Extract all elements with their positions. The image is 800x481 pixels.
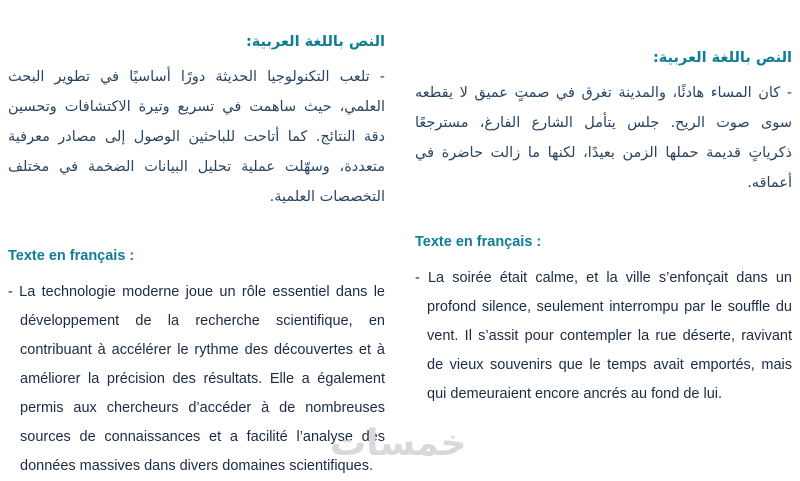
french-paragraph-right: - La soirée était calme, et la ville s’enfonçait dans un profond silence, seulement interrompu par le souffle du vent. Il s’assit pour contempler la rue déserte, ravivant de vieux souvenirs que le temps avait emportés, mais qui demeuraient encore ancrés au fond de lui. — [415, 270, 792, 402]
french-section-heading-right: Texte en français : — [415, 234, 542, 250]
khamsat-watermark: خمسات — [330, 423, 467, 464]
arabic-paragraph-right: - كان المساء هادئًا، والمدينة تغرق في صمتٍ عميق لا يقطعه سوى صوت الريح. جلس يتأمل الشارع الفارغ، مسترجعًا ذكرياتٍ قديمة حملها الزمن بعيدًا، لكنها ما زالت حاضرة في أعماقه. — [415, 85, 792, 191]
column-evening — [415, 34, 792, 481]
arabic-paragraph-left: - تلعب التكنولوجيا الحديثة دورًا أساسيًا في تطوير البحث العلمي، حيث ساهمت في تسريع وتيرة الاكتشافات وتحسين دقة النتائج. كما أتاحت للباحثين الوصول إلى مصادر معرفية متعددة، وسهّلت عملية تحليل البيانات الضخمة في مختلف التخصصات العلمية. — [8, 69, 385, 205]
arabic-section-heading-right: النص باللغة العربية: — [652, 50, 792, 66]
french-paragraph-left: - La technologie moderne joue un rôle essentiel dans le développement de la recherche scientifique, en contribuant à accélérer le rythme des découvertes et à améliorer la précision des résultats. Elle a également permis aux chercheurs d’accéder à de nombreuses sources de connaissances et a facilité l’analyse des données massives dans divers domaines scientifiques. — [8, 284, 385, 474]
french-section-heading-left: Texte en français : — [8, 248, 135, 264]
arabic-section-heading-left: النص باللغة العربية: — [245, 34, 385, 50]
column-technology — [8, 34, 385, 481]
two-column-layout — [8, 34, 792, 481]
